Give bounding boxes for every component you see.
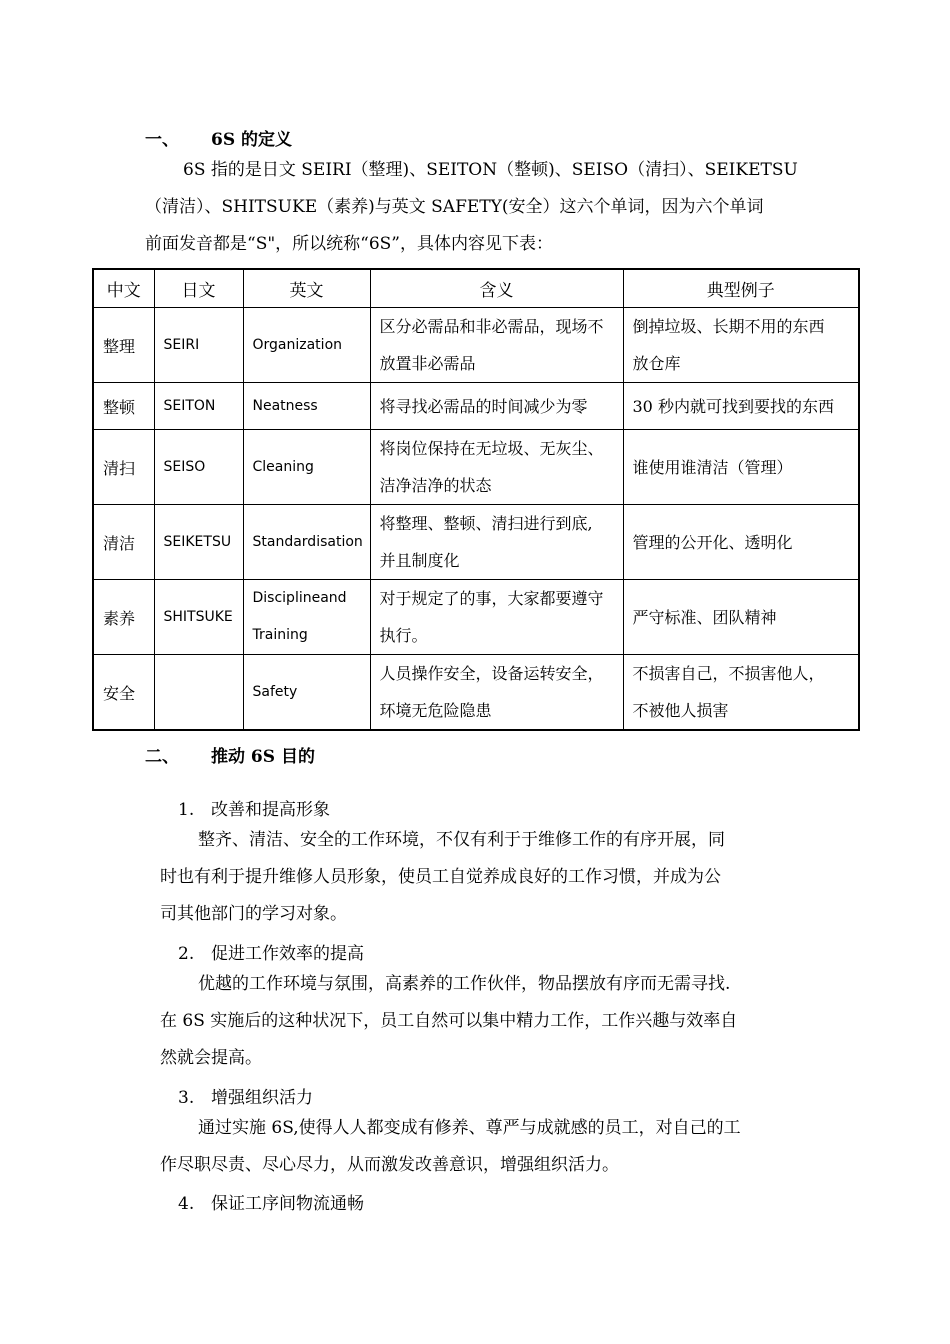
6s-definition-table — [92, 268, 860, 731]
body-line: 时也有利于提升维修人员形象，使员工自觉养成良好的工作习惯，并成为公 — [160, 867, 721, 887]
cell-chinese-line: 清扫 — [103, 458, 136, 478]
cell-example — [623, 505, 859, 580]
cell-chinese — [93, 580, 154, 655]
cell-example — [623, 383, 859, 430]
body-line: 通过实施 6S,使得人人都变成有修养、尊严与成就感的员工，对自己的工 — [198, 1118, 741, 1138]
cell-chinese — [93, 505, 154, 580]
cell-example-line: 30 秒内就可找到要找的东西 — [632, 396, 834, 416]
list-item-2-body — [160, 966, 810, 1077]
cell-chinese-line: 素养 — [103, 608, 136, 628]
intro-line: （清洁）、SHITSUKE（素养)与英文 SAFETY(安全）这六个单词，因为六个单词 — [145, 197, 764, 217]
cell-meaning — [370, 580, 623, 655]
table-row — [93, 308, 859, 383]
cell-japanese — [154, 430, 243, 505]
cell-english-line: Organization — [252, 336, 343, 353]
section-2-heading — [145, 742, 315, 767]
cell-meaning-line: 将寻找必需品的时间减少为零 — [379, 396, 588, 416]
list-index: 1. — [178, 800, 195, 820]
list-item-4-title — [178, 1189, 364, 1214]
cell-japanese — [154, 308, 243, 383]
header-japanese: 日文 — [154, 269, 243, 308]
table-row — [93, 580, 859, 655]
cell-meaning-line: 洁净洁净的状态 — [379, 476, 492, 495]
cell-japanese — [154, 505, 243, 580]
cell-english — [243, 430, 370, 505]
list-title-text: 增强组织活力 — [211, 1088, 313, 1108]
cell-meaning-line: 区分必需品和非必需品，现场不 — [379, 317, 604, 336]
cell-chinese — [93, 308, 154, 383]
header-chinese: 中文 — [93, 269, 154, 308]
cell-example-line: 严守标准、团队精神 — [632, 607, 777, 627]
table-row — [93, 655, 859, 731]
body-line: 作尽职尽责、尽心尽力，从而激发改善意识，增强组织活力。 — [160, 1155, 619, 1175]
table-row — [93, 430, 859, 505]
cell-meaning-line: 将整理、整顿、清扫进行到底, — [379, 514, 593, 533]
list-index: 2. — [178, 944, 195, 964]
section-2-number: 二、 — [145, 747, 179, 767]
cell-english-line: Standardisation — [252, 533, 363, 550]
cell-chinese-line: 整顿 — [103, 397, 136, 417]
cell-japanese — [154, 383, 243, 430]
body-line: 整齐、清洁、安全的工作环境，不仅有利于于维修工作的有序开展，同 — [198, 830, 725, 850]
cell-example-line: 倒掉垃圾、长期不用的东西 — [632, 317, 825, 336]
section-2-title: 推动 6S 目的 — [211, 747, 315, 767]
header-meaning: 含义 — [370, 269, 623, 308]
section-1-heading — [145, 125, 292, 150]
cell-chinese — [93, 430, 154, 505]
section-1-number: 一、 — [145, 130, 179, 150]
cell-japanese-line: SEIKETSU — [163, 534, 232, 550]
cell-english — [243, 505, 370, 580]
cell-english-line: Neatness — [252, 397, 318, 414]
cell-chinese — [93, 655, 154, 731]
cell-chinese-line: 整理 — [103, 336, 136, 356]
list-item-1-body — [160, 822, 810, 933]
cell-example — [623, 655, 859, 731]
body-line: 司其他部门的学习对象。 — [160, 904, 347, 924]
cell-english — [243, 383, 370, 430]
list-index: 4. — [178, 1194, 195, 1214]
body-line: 然就会提高。 — [160, 1048, 262, 1068]
table-body — [93, 308, 859, 731]
table-row — [93, 505, 859, 580]
intro-line: 前面发音都是“S"，所以统称“6S”，具体内容见下表： — [145, 234, 553, 254]
cell-japanese-line: SEIRI — [163, 337, 200, 353]
cell-chinese — [93, 383, 154, 430]
cell-english — [243, 655, 370, 731]
cell-japanese — [154, 580, 243, 655]
body-line: 在 6S 实施后的这种状况下，员工自然可以集中精力工作，工作兴趣与效率自 — [160, 1011, 738, 1031]
list-item-3-body — [160, 1110, 810, 1184]
table-header-row — [93, 269, 859, 308]
cell-japanese — [154, 655, 243, 731]
cell-japanese-line: SEISO — [163, 459, 206, 475]
list-title-text: 促进工作效率的提高 — [211, 944, 364, 964]
cell-japanese-line: SHITSUKE — [163, 609, 233, 625]
cell-meaning — [370, 430, 623, 505]
cell-meaning — [370, 308, 623, 383]
list-index: 3. — [178, 1088, 195, 1108]
cell-chinese-line: 清洁 — [103, 533, 136, 553]
cell-english-line: Safety — [252, 683, 298, 700]
list-title-text: 保证工序间物流通畅 — [211, 1194, 364, 1214]
cell-japanese-line: SEITON — [163, 398, 216, 414]
section-1-title: 6S 的定义 — [211, 130, 293, 150]
cell-english-line: Cleaning — [252, 458, 314, 475]
cell-meaning — [370, 655, 623, 731]
cell-example — [623, 308, 859, 383]
table-row — [93, 383, 859, 430]
cell-example-line: 谁使用谁清洁（管理） — [632, 457, 793, 477]
cell-example-line: 不损害自己，不损害他人， — [632, 664, 825, 683]
intro-line: 6S 指的是日文 SEIRI（整理)、SEITON（整顿)、SEISO（清扫）、SEIKETSU — [183, 160, 798, 180]
header-example: 典型例子 — [623, 269, 859, 308]
list-title-text: 改善和提高形象 — [211, 800, 330, 820]
cell-meaning-line: 执行。 — [379, 626, 428, 645]
cell-english-line: Training — [252, 627, 308, 643]
cell-meaning — [370, 505, 623, 580]
cell-meaning-line: 对于规定了的事，大家都要遵守 — [379, 589, 604, 608]
cell-meaning-line: 并且制度化 — [379, 551, 460, 570]
cell-english — [243, 580, 370, 655]
cell-example-line: 管理的公开化、透明化 — [632, 532, 793, 552]
cell-meaning-line: 环境无危险隐患 — [379, 701, 492, 720]
cell-example — [623, 430, 859, 505]
list-item-1-title — [178, 795, 330, 820]
cell-meaning — [370, 383, 623, 430]
intro-paragraph — [145, 152, 810, 263]
cell-english-line: Disciplineand — [252, 590, 347, 606]
cell-meaning-line: 放置非必需品 — [379, 354, 476, 373]
cell-meaning-line: 人员操作安全，设备运转安全， — [379, 664, 604, 683]
cell-english — [243, 308, 370, 383]
header-english: 英文 — [243, 269, 370, 308]
cell-meaning-line: 将岗位保持在无垃圾、无灰尘、 — [379, 439, 604, 458]
cell-example — [623, 580, 859, 655]
body-line: 优越的工作环境与氛围，高素养的工作伙伴，物品摆放有序而无需寻找. — [198, 974, 731, 994]
cell-example-line: 放仓库 — [632, 354, 681, 373]
list-item-3-title — [178, 1083, 313, 1108]
list-item-2-title — [178, 939, 364, 964]
cell-chinese-line: 安全 — [103, 683, 136, 703]
cell-example-line: 不被他人损害 — [632, 701, 729, 720]
